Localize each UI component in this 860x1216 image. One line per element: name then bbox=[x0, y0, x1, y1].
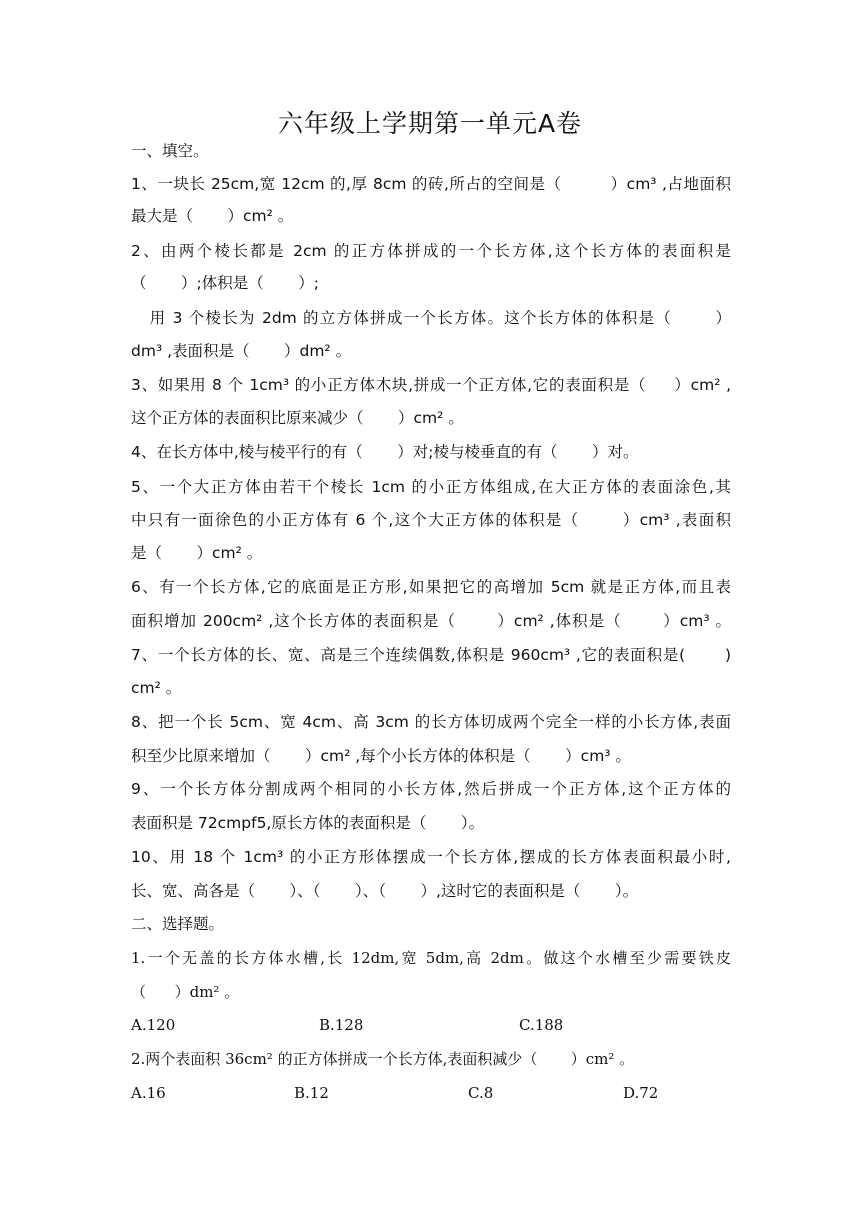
q5-line-2: 中只有一面徐色的小正方体有 6 个,这个大正方体的体积是（ ）cm³ ,表面积 bbox=[131, 511, 731, 529]
mc1-option-a[interactable]: A.120 bbox=[131, 1016, 176, 1034]
q5-line-3: 是（ ）cm² 。 bbox=[131, 544, 263, 562]
mc2-option-d[interactable]: D.72 bbox=[623, 1084, 659, 1102]
mc1-line-2: （ ）dm² 。 bbox=[131, 983, 240, 1001]
q7-line-1: 7、一个长方体的长、宽、高是三个连续偶数,体积是 960cm³ ,它的表面积是( ) bbox=[131, 646, 731, 664]
q9-line-1: 9、一个长方体分割成两个相同的小长方体,然后拼成一个正方体,这个正方体的 bbox=[131, 780, 731, 798]
section1-heading: 一、填空。 bbox=[131, 142, 209, 160]
q1-line-2: 最大是（ ）cm² 。 bbox=[131, 207, 294, 225]
q2-line-1: 2、由两个棱长都是 2cm 的正方体拼成的一个长方体,这个长方体的表面积是 bbox=[131, 242, 731, 260]
mc1-option-c[interactable]: C.188 bbox=[519, 1016, 564, 1034]
q3-line-1: 3、如果用 8 个 1cm³ 的小正方体木块,拼成一个正方体,它的表面积是（ ）cm² , bbox=[131, 376, 731, 394]
q1-line-1: 1、一块长 25cm,宽 12cm 的,厚 8cm 的砖,所占的空间是（ ）cm³ ,占地面积 bbox=[131, 175, 731, 193]
worksheet-title: 六年级上学期第一单元A卷 bbox=[277, 109, 583, 138]
mc1-option-b[interactable]: B.128 bbox=[319, 1016, 364, 1034]
mc2-options bbox=[131, 1082, 731, 1104]
q2-line-4: dm³ ,表面积是（ ）dm² 。 bbox=[131, 342, 352, 360]
mc1-options bbox=[131, 1014, 731, 1036]
q7-line-2: cm² 。 bbox=[131, 679, 182, 697]
q4-line: 4、在长方体中,棱与棱平行的有（ ）对;棱与棱垂直的有（ ）对。 bbox=[131, 443, 639, 461]
q8-line-2: 积至少比原来增加（ ）cm² ,每个小长方体的体积是（ ）cm³ 。 bbox=[131, 747, 631, 765]
q3-line-2: 这个正方体的表面积比原来减少（ ）cm² 。 bbox=[131, 409, 464, 427]
mc2-option-c[interactable]: C.8 bbox=[468, 1084, 494, 1102]
section2-heading: 二、选择题。 bbox=[131, 915, 225, 933]
q9-line-2: 表面积是 72cmpf5,原长方体的表面积是（ ）。 bbox=[131, 814, 485, 832]
mc2-option-b[interactable]: B.12 bbox=[294, 1084, 329, 1102]
q2-line-2: （ ）;体积是（ ）; bbox=[131, 274, 319, 292]
q10-line-2: 长、宽、高各是（ ）、（ ）、（ ）,这时它的表面积是（ ）。 bbox=[131, 882, 639, 900]
mc2-option-a[interactable]: A.16 bbox=[131, 1084, 166, 1102]
q6-line-2: 面积增加 200cm² ,这个长方体的表面积是（ ）cm² ,体积是（ ）cm³ 。 bbox=[131, 612, 731, 630]
mc2-line: 2.两个表面积 36cm² 的正方体拼成一个长方体,表面积减少（ ）cm² 。 bbox=[131, 1050, 635, 1068]
q8-line-1: 8、把一个长 5cm、宽 4cm、高 3cm 的长方体切成两个完全一样的小长方体,表面 bbox=[131, 713, 731, 731]
q10-line-1: 10、用 18 个 1cm³ 的小正方形体摆成一个长方体,摆成的长方体表面积最小时, bbox=[131, 848, 731, 866]
mc1-line-1: 1.一个无盖的长方体水槽,长 12dm,宽 5dm,高 2dm。做这个水槽至少需要铁皮 bbox=[131, 949, 731, 967]
q6-line-1: 6、有一个长方体,它的底面是正方形,如果把它的高增加 5cm 就是正方体,而且表 bbox=[131, 578, 731, 596]
q5-line-1: 5、一个大正方体由若干个棱长 1cm 的小正方体组成,在大正方体的表面涂色,其 bbox=[131, 478, 731, 496]
q2-line-3: 用 3 个棱长为 2dm 的立方体拼成一个长方体。这个长方体的体积是（ ） bbox=[131, 309, 731, 327]
